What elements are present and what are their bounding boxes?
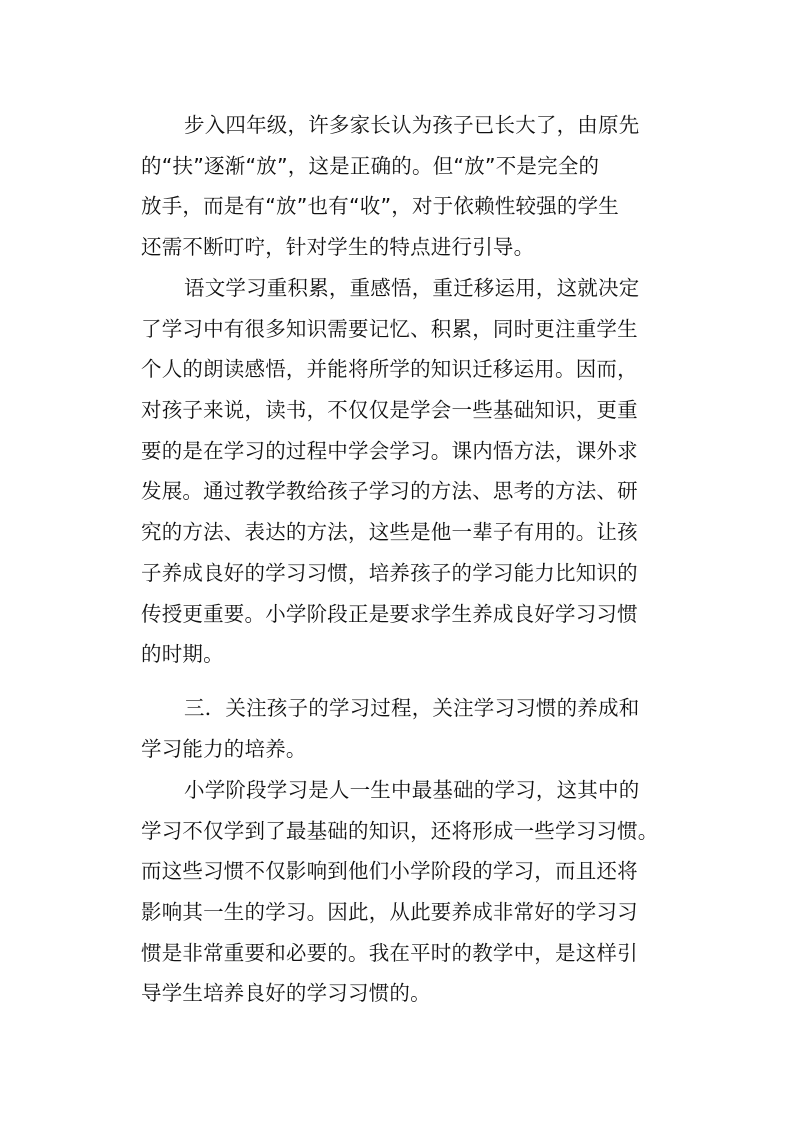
text-line: 影响其一生的学习。因此，从此要养成非常好的学习习: [141, 900, 638, 925]
text-line: 要的是在学习的过程中学会学习。课内悟方法，课外求: [141, 438, 638, 463]
text-line: 导学生培养良好的学习习惯的。: [141, 981, 431, 1006]
text-line: 的“扶”逐渐“放”，这是正确的。但“放”不是完全的: [141, 153, 600, 178]
text-line: 发展。通过教学教给孩子学习的方法、思考的方法、研: [141, 479, 638, 504]
text-line: 放手，而是有“放”也有“收”，对于依赖性较强的学生: [141, 194, 619, 219]
text-line: 究的方法、表达的方法，这些是他一辈子有用的。让孩: [141, 520, 638, 545]
paragraph-chinese-learning: [141, 268, 681, 675]
text-line: 惯是非常重要和必要的。我在平时的教学中，是这样引: [141, 940, 638, 965]
section-heading-three: [141, 688, 681, 769]
paragraph-primary-habits: [141, 770, 681, 1014]
text-line: 小学阶段学习是人一生中最基础的学习，这其中的: [184, 778, 640, 802]
text-line: 还需不断叮咛，针对学生的特点进行引导。: [141, 235, 535, 260]
paragraph-parental-guidance: [141, 105, 681, 268]
text-line: 子养成良好的学习习惯，培养孩子的学习能力比知识的: [141, 560, 638, 585]
text-line: 了学习中有很多知识需要记忆、积累，同时更注重学生: [141, 316, 638, 341]
text-line: 学习不仅学到了最基础的知识，还将形成一些学习习惯。: [141, 818, 659, 843]
text-line: 传授更重要。小学阶段正是要求学生养成良好学习习惯: [141, 601, 638, 626]
heading-line: 学习能力的培养。: [141, 736, 307, 761]
text-line: 的时期。: [141, 642, 224, 667]
text-line: 个人的朗读感悟，并能将所学的知识迁移运用。因而，: [141, 357, 638, 382]
heading-line: 三．关注孩子的学习过程，关注学习习惯的养成和: [184, 696, 640, 720]
text-line: 步入四年级，许多家长认为孩子已长大了，由原先: [184, 113, 640, 137]
text-line: 对孩子来说，读书，不仅仅是学会一些基础知识，更重: [141, 398, 638, 423]
text-line: 而这些习惯不仅影响到他们小学阶段的学习，而且还将: [141, 859, 638, 884]
text-line: 语文学习重积累，重感悟，重迁移运用，这就决定: [184, 276, 640, 300]
